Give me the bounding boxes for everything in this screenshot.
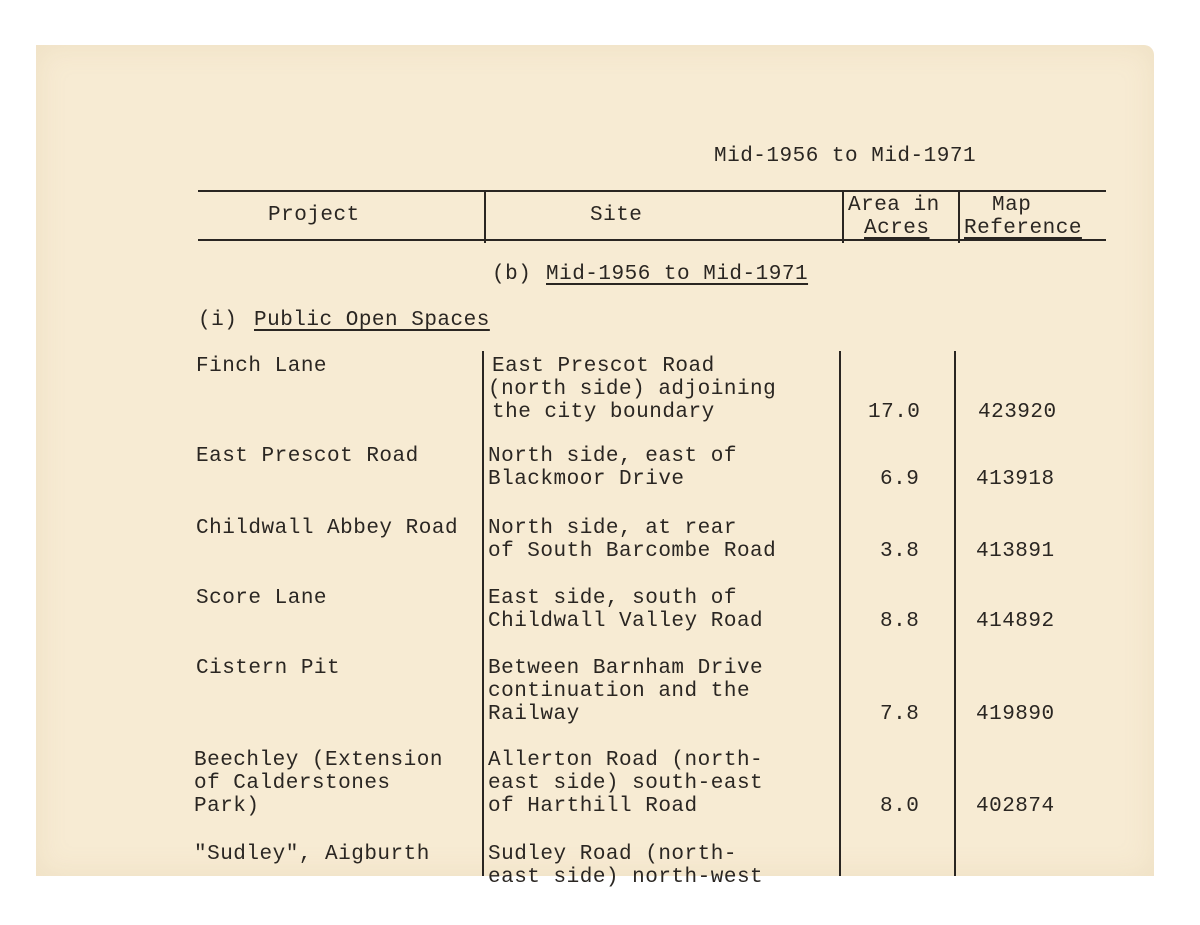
table-row-map-ref: 419890 bbox=[976, 703, 1055, 726]
table-row-project: Park) bbox=[194, 795, 260, 818]
table-row-area: 8.0 bbox=[880, 795, 920, 818]
table-row-map-ref: 413918 bbox=[976, 468, 1055, 491]
column-header-map-line2: Reference bbox=[964, 217, 1082, 240]
table-row-area: 7.8 bbox=[880, 703, 920, 726]
column-header-area-line2: Acres bbox=[864, 217, 930, 240]
table-row-area: 6.9 bbox=[880, 468, 920, 491]
page-heading: Mid-1956 to Mid-1971 bbox=[714, 145, 977, 168]
table-row-project: Childwall Abbey Road bbox=[196, 517, 459, 540]
table-row-site: Blackmoor Drive bbox=[488, 468, 685, 491]
table-row-project: Cistern Pit bbox=[196, 657, 341, 680]
table-row-site: Railway bbox=[488, 703, 580, 726]
column-header-map-line1: Map bbox=[992, 194, 1032, 217]
table-row-site: east side) north-west bbox=[488, 866, 764, 889]
table-row-area: 17.0 bbox=[868, 401, 921, 424]
table-row-project: Finch Lane bbox=[196, 355, 328, 378]
table-row-map-ref: 423920 bbox=[978, 401, 1057, 424]
table-row-site: (north side) adjoining bbox=[488, 378, 777, 401]
body-divider-area bbox=[954, 351, 956, 876]
table-row-site: East side, south of bbox=[488, 587, 737, 610]
section-prefix: (b) bbox=[492, 263, 532, 286]
table-row-site: of South Barcombe Road bbox=[488, 540, 777, 563]
body-divider-project bbox=[482, 351, 484, 876]
header-divider-site bbox=[842, 192, 844, 243]
table-row-site: East Prescot Road bbox=[492, 355, 715, 378]
subsection-prefix: (i) bbox=[198, 309, 238, 332]
table-row-map-ref: 402874 bbox=[976, 795, 1055, 818]
table-row-site: the city boundary bbox=[492, 401, 715, 424]
table-row-site: North side, at rear bbox=[488, 517, 737, 540]
column-header-project: Project bbox=[268, 204, 360, 227]
table-row-site: east side) south-east bbox=[488, 772, 764, 795]
table-row-site: of Harthill Road bbox=[488, 795, 698, 818]
subsection-title: Public Open Spaces bbox=[254, 309, 490, 332]
header-divider-area bbox=[958, 192, 960, 243]
table-row-project: East Prescot Road bbox=[196, 445, 419, 468]
header-top-rule bbox=[198, 190, 1106, 192]
table-row-project: "Sudley", Aigburth bbox=[194, 843, 430, 866]
table-row-project: Beechley (Extension bbox=[194, 749, 443, 772]
table-row-site: Allerton Road (north- bbox=[488, 749, 764, 772]
column-header-area-line1: Area in bbox=[848, 194, 940, 217]
table-row-map-ref: 413891 bbox=[976, 540, 1055, 563]
table-row-map-ref: 414892 bbox=[976, 610, 1055, 633]
table-row-site: Childwall Valley Road bbox=[488, 610, 764, 633]
table-row-project: Score Lane bbox=[196, 587, 328, 610]
header-divider-project bbox=[484, 192, 486, 243]
column-header-site: Site bbox=[590, 204, 643, 227]
table-row-site: Between Barnham Drive bbox=[488, 657, 764, 680]
table-row-site: North side, east of bbox=[488, 445, 737, 468]
table-row-project: of Calderstones bbox=[194, 772, 391, 795]
table-row-area: 3.8 bbox=[880, 540, 920, 563]
table-row-site: continuation and the bbox=[488, 680, 751, 703]
body-divider-site bbox=[839, 351, 841, 876]
table-row-area: 8.8 bbox=[880, 610, 920, 633]
table-row-site: Sudley Road (north- bbox=[488, 843, 737, 866]
section-title: Mid-1956 to Mid-1971 bbox=[546, 263, 809, 286]
document-page bbox=[36, 45, 1154, 889]
